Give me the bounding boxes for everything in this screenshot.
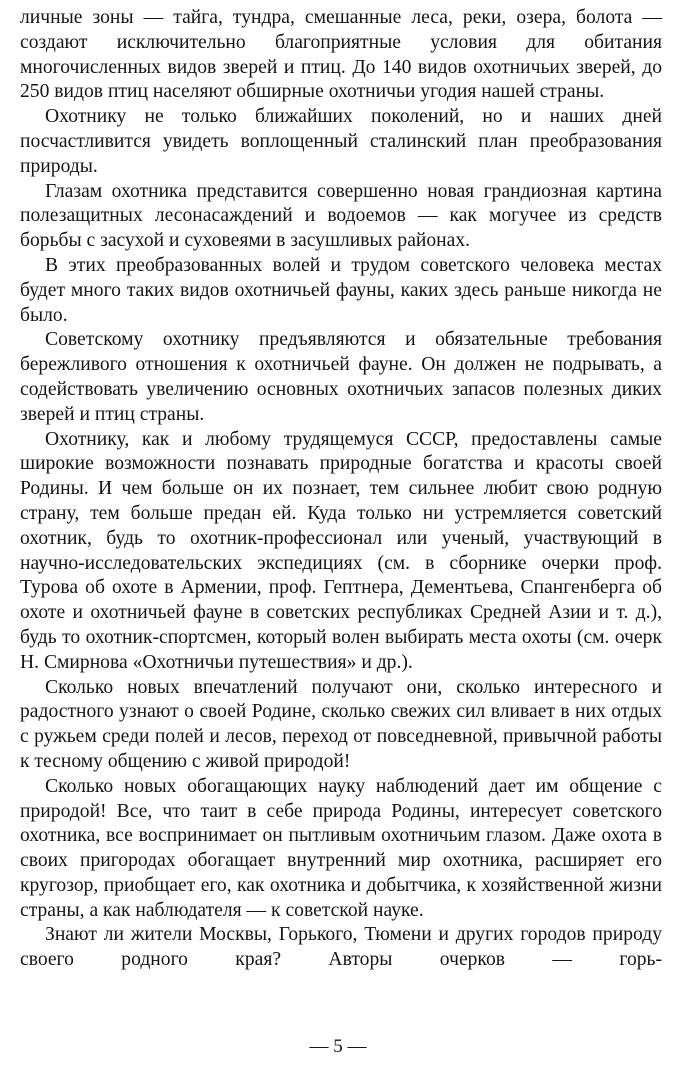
paragraph: Знают ли жители Москвы, Горького, Тюмени и других городов природу своего родного края? Авторы очерков — горь- bbox=[20, 924, 662, 971]
page-number: — 5 — bbox=[309, 1036, 367, 1057]
paragraph: личные зоны — тайга, тундра, смешанные леса, реки, озера, болота — создают исключительно благоприятные условия для обитания многочисленных видов зверей и птиц. До 140 видов охотничьих зверей, до 250 видов птиц населяют обширные охотничьи угодия нашей страны. bbox=[20, 7, 662, 103]
paragraph: Советскому охотнику предъявляются и обязательные требования бережливого отношения к охотничьей фауне. Он должен не подрывать, а содействовать увеличению основных охотничьих запасов полезных диких зверей и птиц страны. bbox=[20, 329, 662, 425]
body-text bbox=[20, 6, 662, 973]
paragraph: В этих преобразованных волей и трудом советского человека местах будет много таких видов охотничьей фауны, каких здесь раньше никогда не было. bbox=[20, 254, 662, 326]
paragraph: Охотнику не только ближайших поколений, но и наших дней посчастливится увидеть воплощенный сталинский план преобразования природы. bbox=[20, 106, 662, 177]
paragraph: Сколько новых обогащающих науку наблюдений дает им общение с природой! Все, что таит в себе природа Родины, интересует советского охотника, все воспринимает он пытливым охотничьим глазом. Даже охота в своих пригородах обогащает внутренний мир охотника, расширяет его кругозор, приобщает его, как охотника и добытчика, к хозяйственной жизни страны, а как наблюдателя — к советской науке. bbox=[20, 775, 662, 921]
paragraph: Охотнику, как и любому трудящемуся СССР, предоставлены самые широкие возможности познавать природные богатства и красоты своей Родины. И чем больше он их познает, тем сильнее любит свою родную страну, тем больше предан ей. Куда только ни устремляется советский охотник, будь то охотник-профессионал или ученый, участвующий в научно-исследовательских экспедициях (см. в сборнике очерки проф. Турова об охоте в Армении, проф. Гептнера, Дементьева, Спангенберга об охоте и охотничьей фауне в советских республиках Средней Азии и т. д.), будь то охотник-спортсмен, который волен выбирать места охоты (см. очерк Н. Смирнова «Охотничьи путешествия» и др.). bbox=[20, 428, 662, 673]
paragraph: Сколько новых впечатлений получают они, сколько интересного и радостного узнают о своей Родине, сколько свежих сил вливает в них отдых с ружьем среди полей и лесов, переход от повседневной, привычной работы к тесному общению с живой природой! bbox=[20, 676, 662, 772]
paragraph: Глазам охотника представится совершенно новая грандиозная картина полезащитных лесонасаждений и водоемов — как могучее из средств борьбы с засухой и суховеями в засушливых районах. bbox=[20, 180, 662, 252]
